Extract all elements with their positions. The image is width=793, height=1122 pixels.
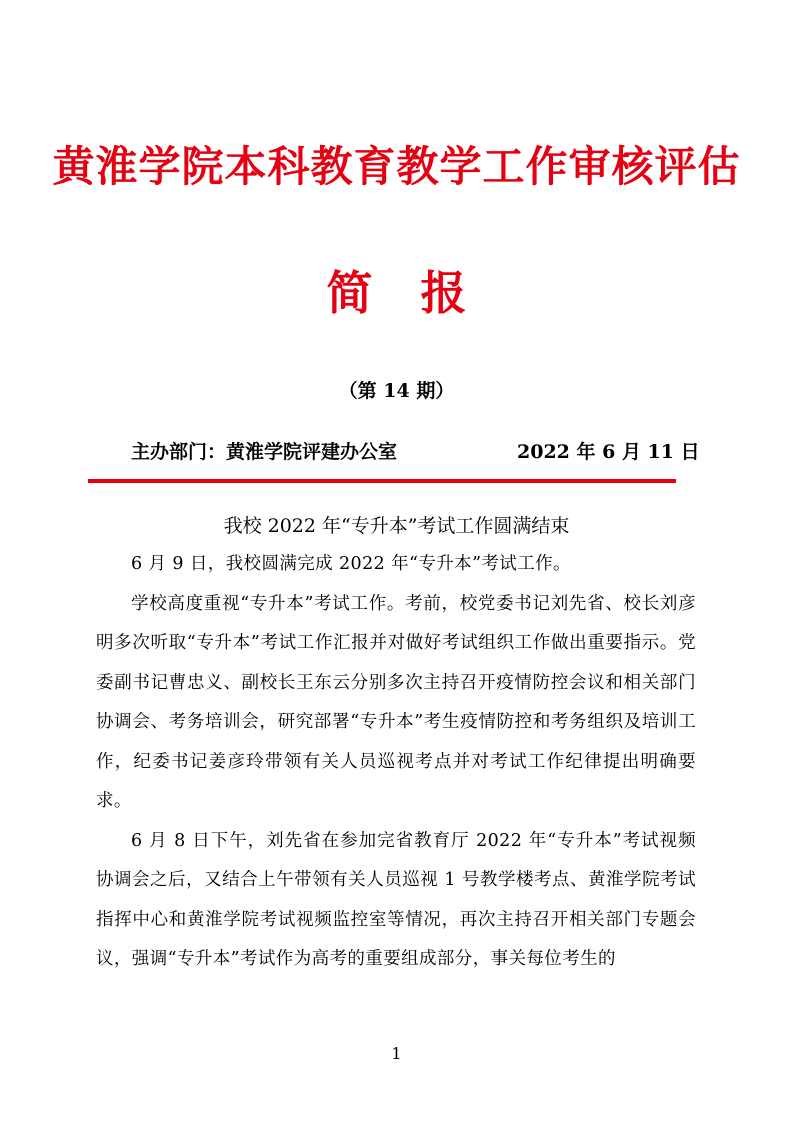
paragraph: 学校高度重视“专升本”考试工作。考前，校党委书记刘先省、校长刘彦明多次听取“专升本”考试工作汇报并对做好考试组织工作做出重要指示。党委副书记曹忠义、副校长王东云分别多次主持召开疫情防控会议和相关部门协调会、考务培训会，研究部署“专升本”考生疫情防控和考务组织及培训工作，纪委书记姜彦玲带领有关人员巡视考点并对考试工作纪律提出明确要求。 (96, 593, 696, 811)
header-divider (88, 479, 676, 483)
paragraph: 6 月 9 日，我校圆满完成 2022 年“专升本”考试工作。 (131, 554, 571, 574)
subtitle-char-1: 简 (326, 266, 373, 320)
subtitle-char-2: 报 (420, 266, 467, 320)
article-title: 我校 2022 年“专升本”考试工作圆满结束 (223, 515, 570, 537)
article-body (96, 545, 696, 980)
bulletin-subtitle (0, 262, 793, 324)
publish-date: 2022 年 6 月 11 日 (517, 441, 700, 463)
host-department: 主办部门：黄淮学院评建办公室 (131, 441, 398, 463)
issue-number: （第 14 期） (338, 380, 455, 402)
page-number: 1 (391, 1044, 402, 1063)
bulletin-title: 黄淮学院本科教育教学工作审核评估 (52, 142, 741, 191)
paragraph: 6 月 8 日下午，刘先省在参加完省教育厅 2022 年“专升本”考试视频协调会之后，又结合上午带领有关人员巡视 1 号教学楼考点、黄淮学院考试指挥中心和黄淮学院考试视频监控室等情况，再次主持召开相关部门专题会议，强调“专升本”考试作为高考的重要组成部分，事关每位考生的 (96, 830, 696, 969)
